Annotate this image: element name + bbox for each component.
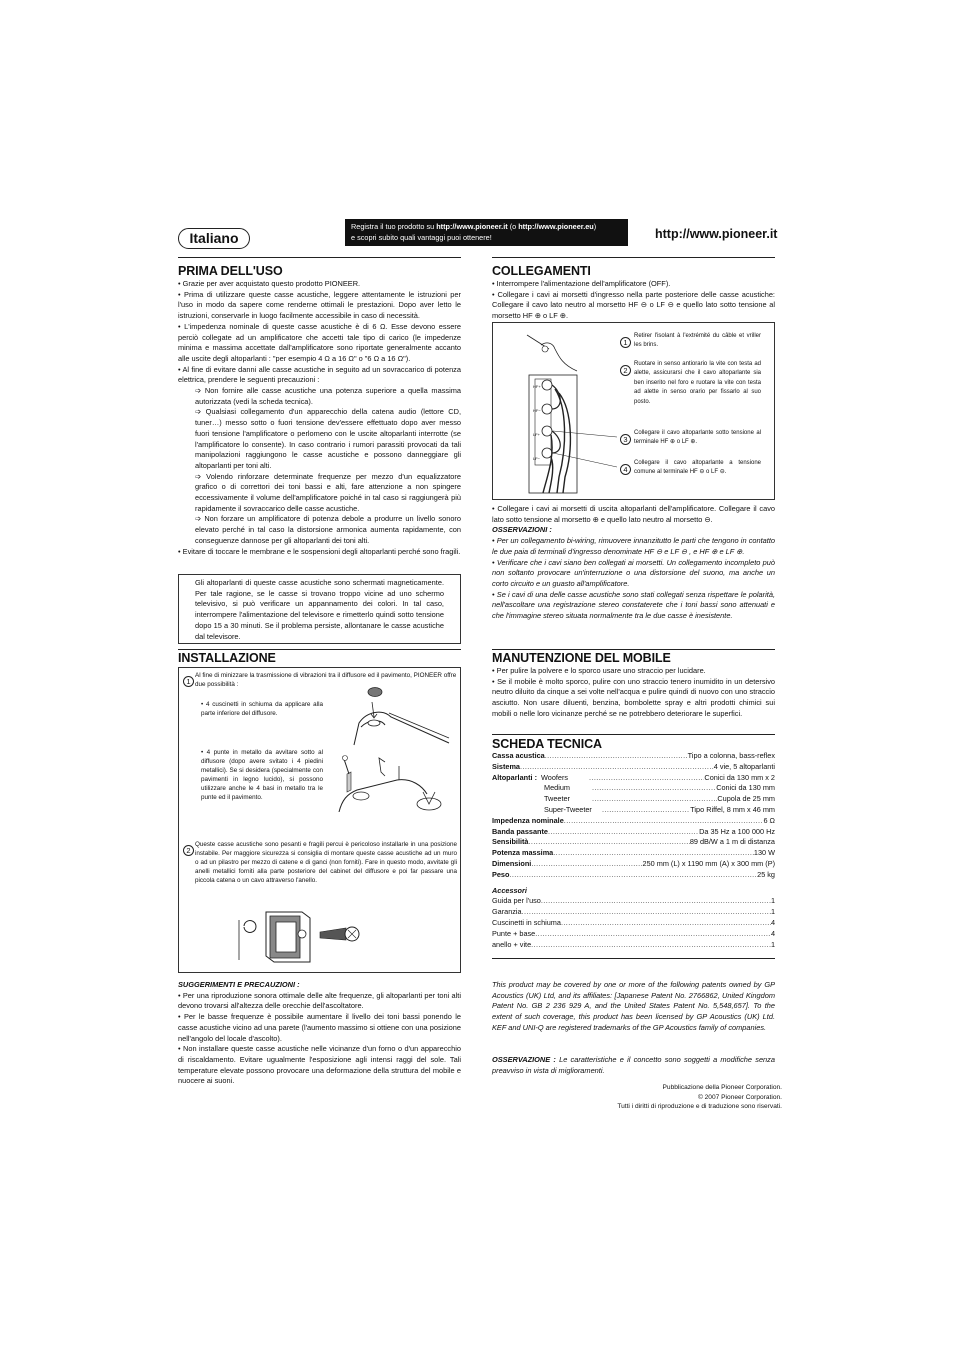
osservazione-label: OSSERVAZIONE : <box>492 1055 556 1064</box>
osservazioni-title: OSSERVAZIONI : <box>492 525 552 535</box>
manutenzione-p1: • Per pulire la polvere e lo sporco usare uno straccio per lucidare. <box>492 666 706 675</box>
spec-label: Impedenza nominale <box>492 815 564 825</box>
spec-value: 4 vie, 5 altoparlanti <box>713 761 775 771</box>
spec-row <box>492 859 775 870</box>
step-number: 1 <box>183 676 194 687</box>
register-text-end: ) <box>593 222 597 231</box>
terminal-lf-plus: LF+ <box>533 432 541 437</box>
spec-sublabel: Medium <box>544 783 570 793</box>
accessori-title: Accessori <box>492 885 527 895</box>
wiring-step3-number: 3 <box>620 434 631 445</box>
prima-body <box>178 279 461 557</box>
terminal-lf-minus: LF− <box>533 456 541 461</box>
prima-b1: ➩ Non fornire alle casse acustiche una potenza superiore a quella massima autorizzata (vedi la scheda tecnica). <box>195 386 461 406</box>
spec-label: Cassa acustica <box>492 751 545 760</box>
spec-label: Potenza massima <box>492 848 554 858</box>
spec-row <box>492 816 775 827</box>
acc-label: Cuscinetti in schiuma <box>492 917 561 927</box>
magnetic-shield-text: Gli altoparlanti di queste casse acustiche sono schermati magneticamente. Per tale ragione, se le casse si trovano troppo vicine ad uno schermo televisivo, si può verificare un appannamento dei colori. In tal caso, interrompere l'alimentazione del televisore e rimetterlo quindi sotto tensione dopo 15 a 30 minuti. Se il problema persiste, allontanare le casse acustiche dal televisore. <box>195 578 444 641</box>
spec-value: Tipo Riffel, 8 mm x 46 mm <box>690 804 775 814</box>
install-opt1: • 4 cuscinetti in schiuma da applicare alla parte inferiore del diffusore. <box>201 701 323 717</box>
right-rule-2 <box>492 649 775 650</box>
install-step1: Al fine di minizzare la trasmissione di vibrazioni tra il diffusore ed il pavimento, PIONEER offre due possibilità : <box>195 672 457 688</box>
spec-label: Peso <box>492 869 510 879</box>
foam-pad-illustration <box>339 683 454 753</box>
acc-label: Punte + base <box>492 928 536 938</box>
prima-title: PRIMA DELL'USO <box>178 264 283 278</box>
register-url-eu[interactable]: http://www.pioneer.eu <box>518 222 594 231</box>
prima-b4: ➩ Non forzare un amplificatore di potenza debole a produrre un livello sonoro elevato perché in tal caso la distorsione armonica aumenta rapidamente, con conseguenze dannose per gli altoparlanti dei toni alti. <box>195 514 461 545</box>
prima-p4: • Al fine di evitare danni alle casse acustiche in seguito ad un sovraccarico di potenza elettrica, prendere le seguenti precauzioni : <box>178 364 461 385</box>
spec-label: Dimensioni <box>492 858 532 868</box>
acc-value: 1 <box>770 907 775 917</box>
wiring-step4-number: 4 <box>620 464 631 475</box>
right-rule-4 <box>492 958 775 959</box>
prima-b2: ➩ Qualsiasi collegamento d'un apparecchio della catena audio (lettore CD, tuner…) messo sotto o fuori tensione dev'essere effettuato dopo aver messo fuori tensione l'amplificatore o perlomeno con le uscite altoparlanti interrotte (se l'amplificatore lo consente). In caso contrario i rumori parassiti provocati da tali manipolazioni raggiungono le casse acustiche e possono danneggiare gli altoparlanti per toni alti. <box>195 407 461 470</box>
acc-row <box>492 896 775 907</box>
spike-illustration <box>337 750 457 812</box>
register-url-it[interactable]: http://www.pioneer.it <box>436 222 508 231</box>
spec-value: Da 35 Hz a 100 000 Hz <box>699 826 775 836</box>
wiring-step2: Ruotare in senso antiorario la vite con testa ad alette, assicurarsi che il cavo altoparlante sia ben inserito nel foro e ruotare la vite con testa ad alette in senso orario per fissarlo al suo posto. <box>634 361 761 405</box>
collegamenti-p1: • Interrompere l'alimentazione dell'amplificatore (OFF). <box>492 279 671 288</box>
spec-row <box>492 783 775 794</box>
language-label: Italiano <box>178 228 250 249</box>
scheda-title: SCHEDA TECNICA <box>492 737 602 751</box>
footer-publisher: Pubblicazione della Pioneer Corporation. <box>662 1084 782 1091</box>
prima-p3: • L'impedenza nominale di queste casse acustiche è di 6 Ω. Esse devono essere perciò collegate ad un amplificatore che accetti tale tipo di carico (le impedenze minima e massima accettate dall'amplificatore sono riportate generalmente accanto alle uscite degli altoparlanti : "per esempio 4 Ω a 16 Ω" o "6 Ω a 16 Ω"). <box>178 321 461 363</box>
wiring-step1: Retirer l'isolant à l'extrémité du câble et vriller les brins. <box>634 333 761 348</box>
prima-p5: • Evitare di toccare le membrane e le sospensioni degli altoparlanti perché sono fragili. <box>178 546 461 556</box>
wiring-step4: Collegare il cavo altoparlante a tensione comune al terminale HF ⊖ o LF ⊖. <box>634 460 761 475</box>
spec-value: 89 dB/W a 1 m di distanza <box>689 837 775 847</box>
spec-label: Altoparlanti : <box>492 772 537 782</box>
right-rule <box>492 257 775 258</box>
prima-b3: ➩ Volendo rinforzare determinate frequenze per mezzo d'un equalizzatore grafico o di correttori dei toni bassi e alti, fare attenzione a non spingere eccessivamente il volume dell'amplificatore poiché in tal caso si raggiungerà più rapidamente il sovraccarico delle casse acustiche. <box>195 471 461 513</box>
spec-row <box>492 837 775 848</box>
acc-row <box>492 929 775 940</box>
osservazioni-1: • Per un collegamento bi-wiring, rimuovere innanzitutto le parti che tengono in contatto le due paia di terminali d'ingresso denominate HF ⊖ e LF ⊖ , e HF ⊕ e LF ⊕. <box>492 536 775 556</box>
right-rule-3 <box>492 734 775 735</box>
osservazione-note <box>492 1055 775 1076</box>
install-step2: Queste casse acustiche sono pesanti e fragili percui è pericoloso installarle in una posizione instabile. Per maggiore sicurezza si consiglia di montare queste casse acustiche ad un muro o ad un pilastro per mezzo di catene e di ganci (non forniti). Fare in questo modo, avvitate gli anelli metallici forniti alla parte posteriore del cabinet del diffusore e poi far passare una piccola catena o un cavo attraverso l'anello. <box>195 841 457 884</box>
spec-value: 250 mm (L) x 1190 mm (A) x 300 mm (P) <box>642 858 775 868</box>
terminal-diagram <box>497 327 617 497</box>
collegamenti-title: COLLEGAMENTI <box>492 264 591 278</box>
footer-copyright: © 2007 Pioneer Corporation. <box>697 1093 782 1101</box>
suggerimenti-title: SUGGERIMENTI E PRECAUZIONI : <box>178 980 300 989</box>
wiring-diagram-box <box>492 322 775 500</box>
footer-rights: Tutti i diritti di riproduzione e di traduzione sono riservati. <box>617 1103 782 1111</box>
acc-value: 4 <box>770 917 775 927</box>
acc-label: Guida per l'uso <box>492 896 541 906</box>
install-opt2: • 4 punte in metallo da avvitare sotto al diffusore (dopo avere svitato i 4 piedini metallici). Se si desidera (specialmente con pavimenti in legno lucido), si possono utilizzare anche le 4 basi in metallo tra le punte ed il pavimento. <box>201 749 323 801</box>
spec-table <box>492 751 775 950</box>
spec-sublabel: Tweeter <box>544 794 570 804</box>
acc-row <box>492 940 775 951</box>
register-line2: e scopri subito quali vantaggi puoi ottenere! <box>351 232 492 242</box>
spec-label: Sensibilità <box>492 837 529 847</box>
spec-label: Banda passante <box>492 826 548 836</box>
left-rule-2 <box>178 649 461 650</box>
acc-label: Garanzia <box>492 907 522 917</box>
wiring-step2-number: 2 <box>620 365 631 376</box>
terminal-hf-plus: HF+ <box>533 384 541 389</box>
spec-row <box>492 827 775 838</box>
acc-row <box>492 907 775 918</box>
register-text-mid: (o <box>507 222 519 231</box>
spec-label: Sistema <box>492 761 520 771</box>
acc-row <box>492 918 775 929</box>
suggerimenti-p2: • Per le basse frequenze è possibile aumentare il livello dei toni bassi ponendo le casse acustiche vicino ad una parete (l'aumento massimo si ottiene con una posizione nell'angolo del locale d'ascolto). <box>178 1012 461 1043</box>
spec-row <box>492 751 775 762</box>
spec-value: Conici da 130 mm x 2 <box>704 772 775 782</box>
spec-row <box>492 794 775 805</box>
wiring-step3: Collegare il cavo altoparlante sotto tensione al terminale HF ⊕ o LF ⊕. <box>634 430 761 445</box>
spec-row <box>492 870 775 881</box>
terminal-labels <box>533 375 543 471</box>
terminal-hf-minus: HF− <box>533 408 541 413</box>
collegamenti-body <box>492 279 775 322</box>
osservazioni-3: • Se i cavi di una delle casse acustiche sono stati collegati senza rispettare le polarità, nell'ascoltare una registrazione stereo constaterete che i toni bassi sono attenuati e che l'immagine stereo situata normalmente tra le due casse è inesistente. <box>492 589 775 621</box>
spec-row <box>492 773 775 784</box>
register-text: Registra il tuo prodotto su <box>351 222 437 231</box>
collegamenti-p2: • Collegare i cavi ai morsetti d'ingresso nella parte posteriore delle casse acustiche: Collegare il cavo lato neutro al morsetto HF ⊖ o LF ⊖ e quello lato sotto tensione al morsetto HF ⊕ o LF ⊕. <box>492 289 775 321</box>
spec-row <box>492 762 775 773</box>
patent-notice: This product may be covered by one or more of the following patents owned by GP Acoustics (UK) Ltd, and its affiliates: [Japanese Patent No. 2766862, United Kingdom Patent No. GB 2 236 929 A, and the United States Patent No. 5,548,657]. To the extent of such coverage, this product has been licensed by GP Acoustics (UK) Ltd. KEF and UNI-Q are registered trademarks of the GP Acoustics family of companies. <box>492 980 775 1032</box>
site-url[interactable]: http://www.pioneer.it <box>655 227 778 241</box>
spec-row <box>492 805 775 816</box>
wall-ring-illustration <box>234 906 364 966</box>
spec-value: 6 Ω <box>763 815 775 825</box>
spec-value: Tipo a colonna, bass-reflex <box>687 751 775 760</box>
spec-row <box>492 848 775 859</box>
collegamenti-p3: • Collegare i cavi ai morsetti di uscita altoparlanti dell'amplificatore. Collegare il cavo lato sotto tensione al morsetto ⊕ e quello lato neutro al morsetto ⊖. <box>492 504 775 524</box>
step-number-2: 2 <box>183 845 194 856</box>
manutenzione-body <box>492 666 775 720</box>
spec-value: 25 kg <box>757 869 775 879</box>
spec-sublabel: Super-Tweeter <box>544 804 592 814</box>
register-banner <box>345 219 628 246</box>
spec-value: Cupola de 25 mm <box>717 794 775 804</box>
prima-p1: • Grazie per aver acquistato questo prodotto PIONEER. <box>178 279 361 288</box>
spec-value: Conici da 130 mm <box>716 783 775 793</box>
left-rule <box>178 257 461 258</box>
magnetic-shield-box <box>178 574 461 644</box>
footer <box>560 1083 782 1112</box>
acc-value: 1 <box>770 896 775 906</box>
suggerimenti-p1: • Per una riproduzione sonora ottimale delle alte frequenze, gli altoparlanti per toni alti devono trovarsi all'altezza delle orecchie dell'ascoltatore. <box>178 990 461 1011</box>
acc-label: anello + vite <box>492 939 532 949</box>
prima-p2: • Prima di utilizzare queste casse acustiche, leggere attentamente le istruzioni per l'uso in modo da sapere come renderne ottimali le prestazioni. Dopo aver letto le istruzioni, conservarle in luogo facilmente accessibile in caso di necessità. <box>178 289 461 321</box>
installazione-box <box>178 667 461 973</box>
acc-value: 1 <box>770 939 775 949</box>
collegamenti-notes <box>492 504 775 622</box>
manutenzione-title: MANUTENZIONE DEL MOBILE <box>492 651 671 665</box>
osservazioni-2: • Verificare che i cavi siano ben collegati ai morsetti. Un collegamento incompleto può non soltanto provocare un'interruzione o una distorsione del suono, ma anche un corto circuito e un guasto all'amplificatore. <box>492 557 775 588</box>
wiring-step1-number: 1 <box>620 337 631 348</box>
spec-sublabel: Woofers <box>541 772 569 782</box>
suggerimenti-p3: • Non installare queste casse acustiche nelle vicinanze d'un forno o d'un apparecchio di riscaldamento. Evitare ugualmente l'esposizione agli intensi raggi del sole. Tali temperature elevate possono provocare una deformazione della struttura del mobile e nuocere ai suoni. <box>178 1044 461 1086</box>
spec-value: 130 W <box>753 848 775 858</box>
suggerimenti-section <box>178 980 461 1087</box>
installazione-title: INSTALLAZIONE <box>178 651 276 665</box>
manutenzione-p2: • Se il mobile è molto sporco, pulire con uno straccio tenero inumidito in un detersivo neutro diluito da cinque a sei volte nell'acqua e pulire quindi di nuovo con uno straccio asciutto. Non usare diluenti, benzina, bombolette spray e altri prodotti chimici sui mobili o nelle loro vicinanze perché se ne potrebbero deteriorare le superfici. <box>492 676 775 718</box>
osservazione-text: Le caratteristiche e il concetto sono soggetti a modifiche senza preavviso in vista di miglioramenti. <box>492 1055 775 1075</box>
acc-value: 4 <box>770 928 775 938</box>
